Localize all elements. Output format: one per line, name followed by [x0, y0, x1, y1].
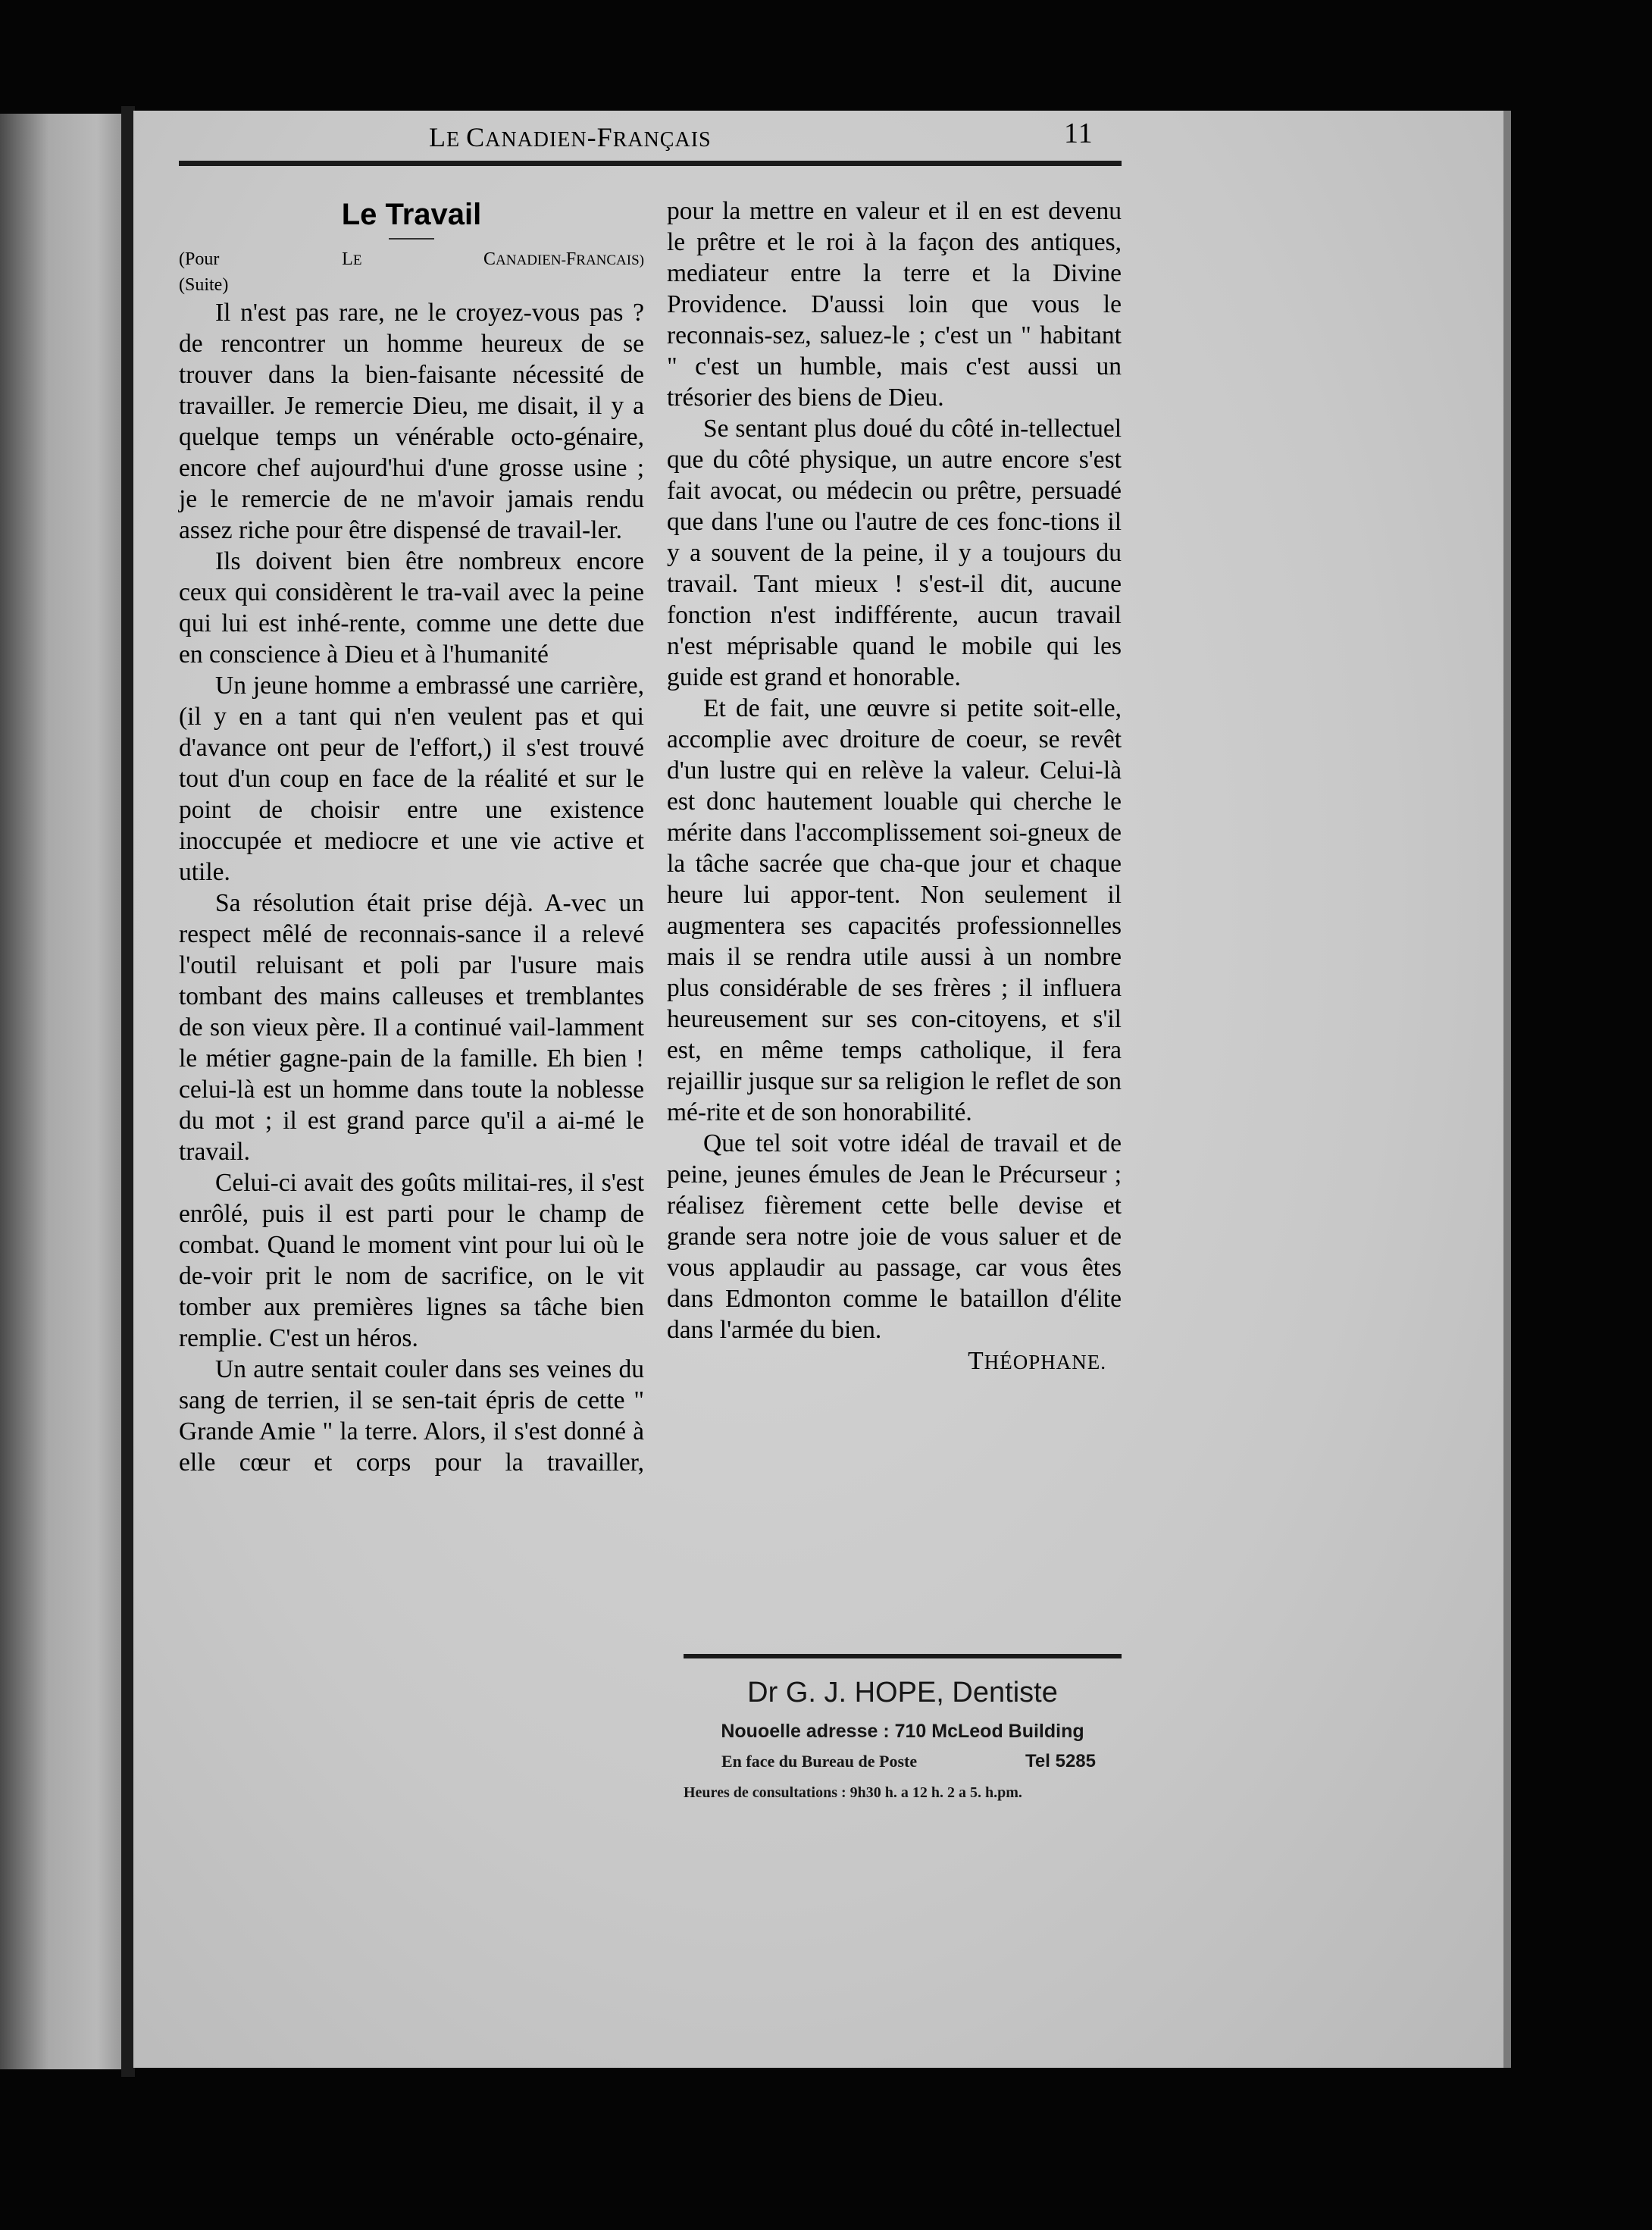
paragraph: pour la mettre en valeur et il en est devenu le prêtre et le roi à la façon des antiques, mediateur entre la terre et la Divine Providence. D'aussi loin que vous le reconnais-sez, saluez-le ; c'est un " habitant " c'est un humble, mais c'est aussi un trésorier des biens de Dieu. — [667, 197, 1122, 412]
title-divider — [389, 238, 434, 240]
paragraph: Il n'est pas rare, ne le croyez-vous pas ? de rencontrer un homme heureux de se trouver dans la bien-faisante nécessité de travailler. Je remercie Dieu, me disait, il y a quelque temps un vénérable octo-génaire, encore chef aujourd'hui d'une grosse usine ; je le remercie de ne m'avoir jamais rendu assez riche pour être dispensé de travail-ler. — [179, 299, 644, 544]
article-byline: (Pour LE CANADIEN-FRANCAIS) — [179, 249, 644, 269]
article-column-right — [667, 196, 1122, 1378]
advertisement-rule — [684, 1654, 1122, 1658]
article-suite: (Suite) — [179, 275, 229, 295]
paragraph: Sa résolution était prise déjà. A-vec un respect mêlé de reconnais-sance il a relevé l'outil reluisant et poli par l'usure mais tombant des mains calleuses et tremblantes de son vieux père. Il a continué vail-lamment le métier gagne-pain de la famille. Eh bien ! celui-là est un homme dans toute la noblesse du mot ; il est grand parce qu'il a ai-mé le travail. — [179, 889, 644, 1166]
ad-location-line — [684, 1746, 1122, 1777]
header-rule — [179, 161, 1122, 166]
paragraph: Celui-ci avait des goûts militai-res, il s'est enrôlé, puis il est parti pour le champ de combat. Quand le moment vint pour lui où le de-voir prit le nom de sacrifice, on le vit tomber aux premières lignes sa tâche bien remplie. C'est un héros. — [179, 1169, 644, 1352]
running-title: LE CANADIEN-FRANÇAIS — [429, 122, 712, 152]
dentist-advertisement — [684, 1668, 1122, 1809]
paragraph: Que tel soit votre idéal de travail et de peine, jeunes émules de Jean le Précurseur ; réalisez fièrement cette belle devise et grande sera notre joie de vous saluer et de vous applaudir au passage, car vous êtes dans Edmonton comme le bataillon d'élite dans l'armée du bien. — [667, 1129, 1122, 1344]
ad-hours: Heures de consultations : 9h30 h. a 12 h. 2 a 5. h.pm. — [684, 1784, 1022, 1801]
paragraph: Un jeune homme a embrassé une carrière, (il y en a tant qui n'en veulent pas et qui d'avance ont peur de l'effort,) il s'est trouvé tout d'un coup en face de la réalité et sur le point de choisir entre une existence inoccupée et mediocre et une vie active et utile. — [179, 672, 644, 886]
ad-name: Dr G. J. HOPE, Dentiste — [747, 1677, 1058, 1709]
facing-page-edge — [0, 114, 121, 2069]
ad-phone: Tel 5285 — [1025, 1751, 1096, 1771]
article-title: Le Travail — [341, 198, 482, 231]
ad-location: En face du Bureau de Poste — [721, 1752, 918, 1771]
page-number: 11 — [1064, 117, 1094, 149]
paragraph: Et de fait, une œuvre si petite soit-elle, accomplie avec droiture de coeur, se revêt d'un lustre qui en relève la valeur. Celui-là est donc hautement louable qui cherche le mérite dans l'accomplissement soi-gneux de la tâche sacrée que cha-que jour et chaque heure lui appor-tent. Non seulement il augmentera ses capacités professionnelles mais il se rendra utile aussi à un nombre plus considérable de ses frères ; il influera heureusement sur ses con-citoyens, et s'il est, en même temps catholique, il fera rejaillir jusque sur sa religion le reflet de son mé-rite et de son honorabilité. — [667, 694, 1122, 1126]
ad-address: Nouoelle adresse : 710 McLeod Building — [721, 1721, 1084, 1742]
article-column-left — [179, 196, 644, 1478]
paragraph: Se sentant plus doué du côté in-tellectuel que du côté physique, un autre encore s'est fait avocat, ou médecin ou prêtre, persuadé que dans l'une ou l'autre de ces fonc-tions il y a souvent de la peine, il y a toujours du travail. Tant mieux ! s'est-il dit, aucune fonction n'est indifférente, aucun travail n'est méprisable quand le mobile qui les guide est grand et honorable. — [667, 415, 1122, 691]
article-signature: THÉOPHANE. — [968, 1347, 1106, 1375]
page-edge-shadow — [1503, 111, 1511, 2068]
paragraph: Un autre sentait couler dans ses veines du sang de terrien, il se sen-tait épris de cette " Grande Amie " la terre. Alors, il s'est donné à elle cœur et corps pour la travailler, — [179, 1355, 644, 1477]
running-head — [179, 114, 1122, 167]
paragraph: Ils doivent bien être nombreux encore ceux qui considèrent le tra-vail avec la peine qui lui est inhé-rente, comme une dette due en conscience à Dieu et à l'humanité — [179, 547, 644, 669]
